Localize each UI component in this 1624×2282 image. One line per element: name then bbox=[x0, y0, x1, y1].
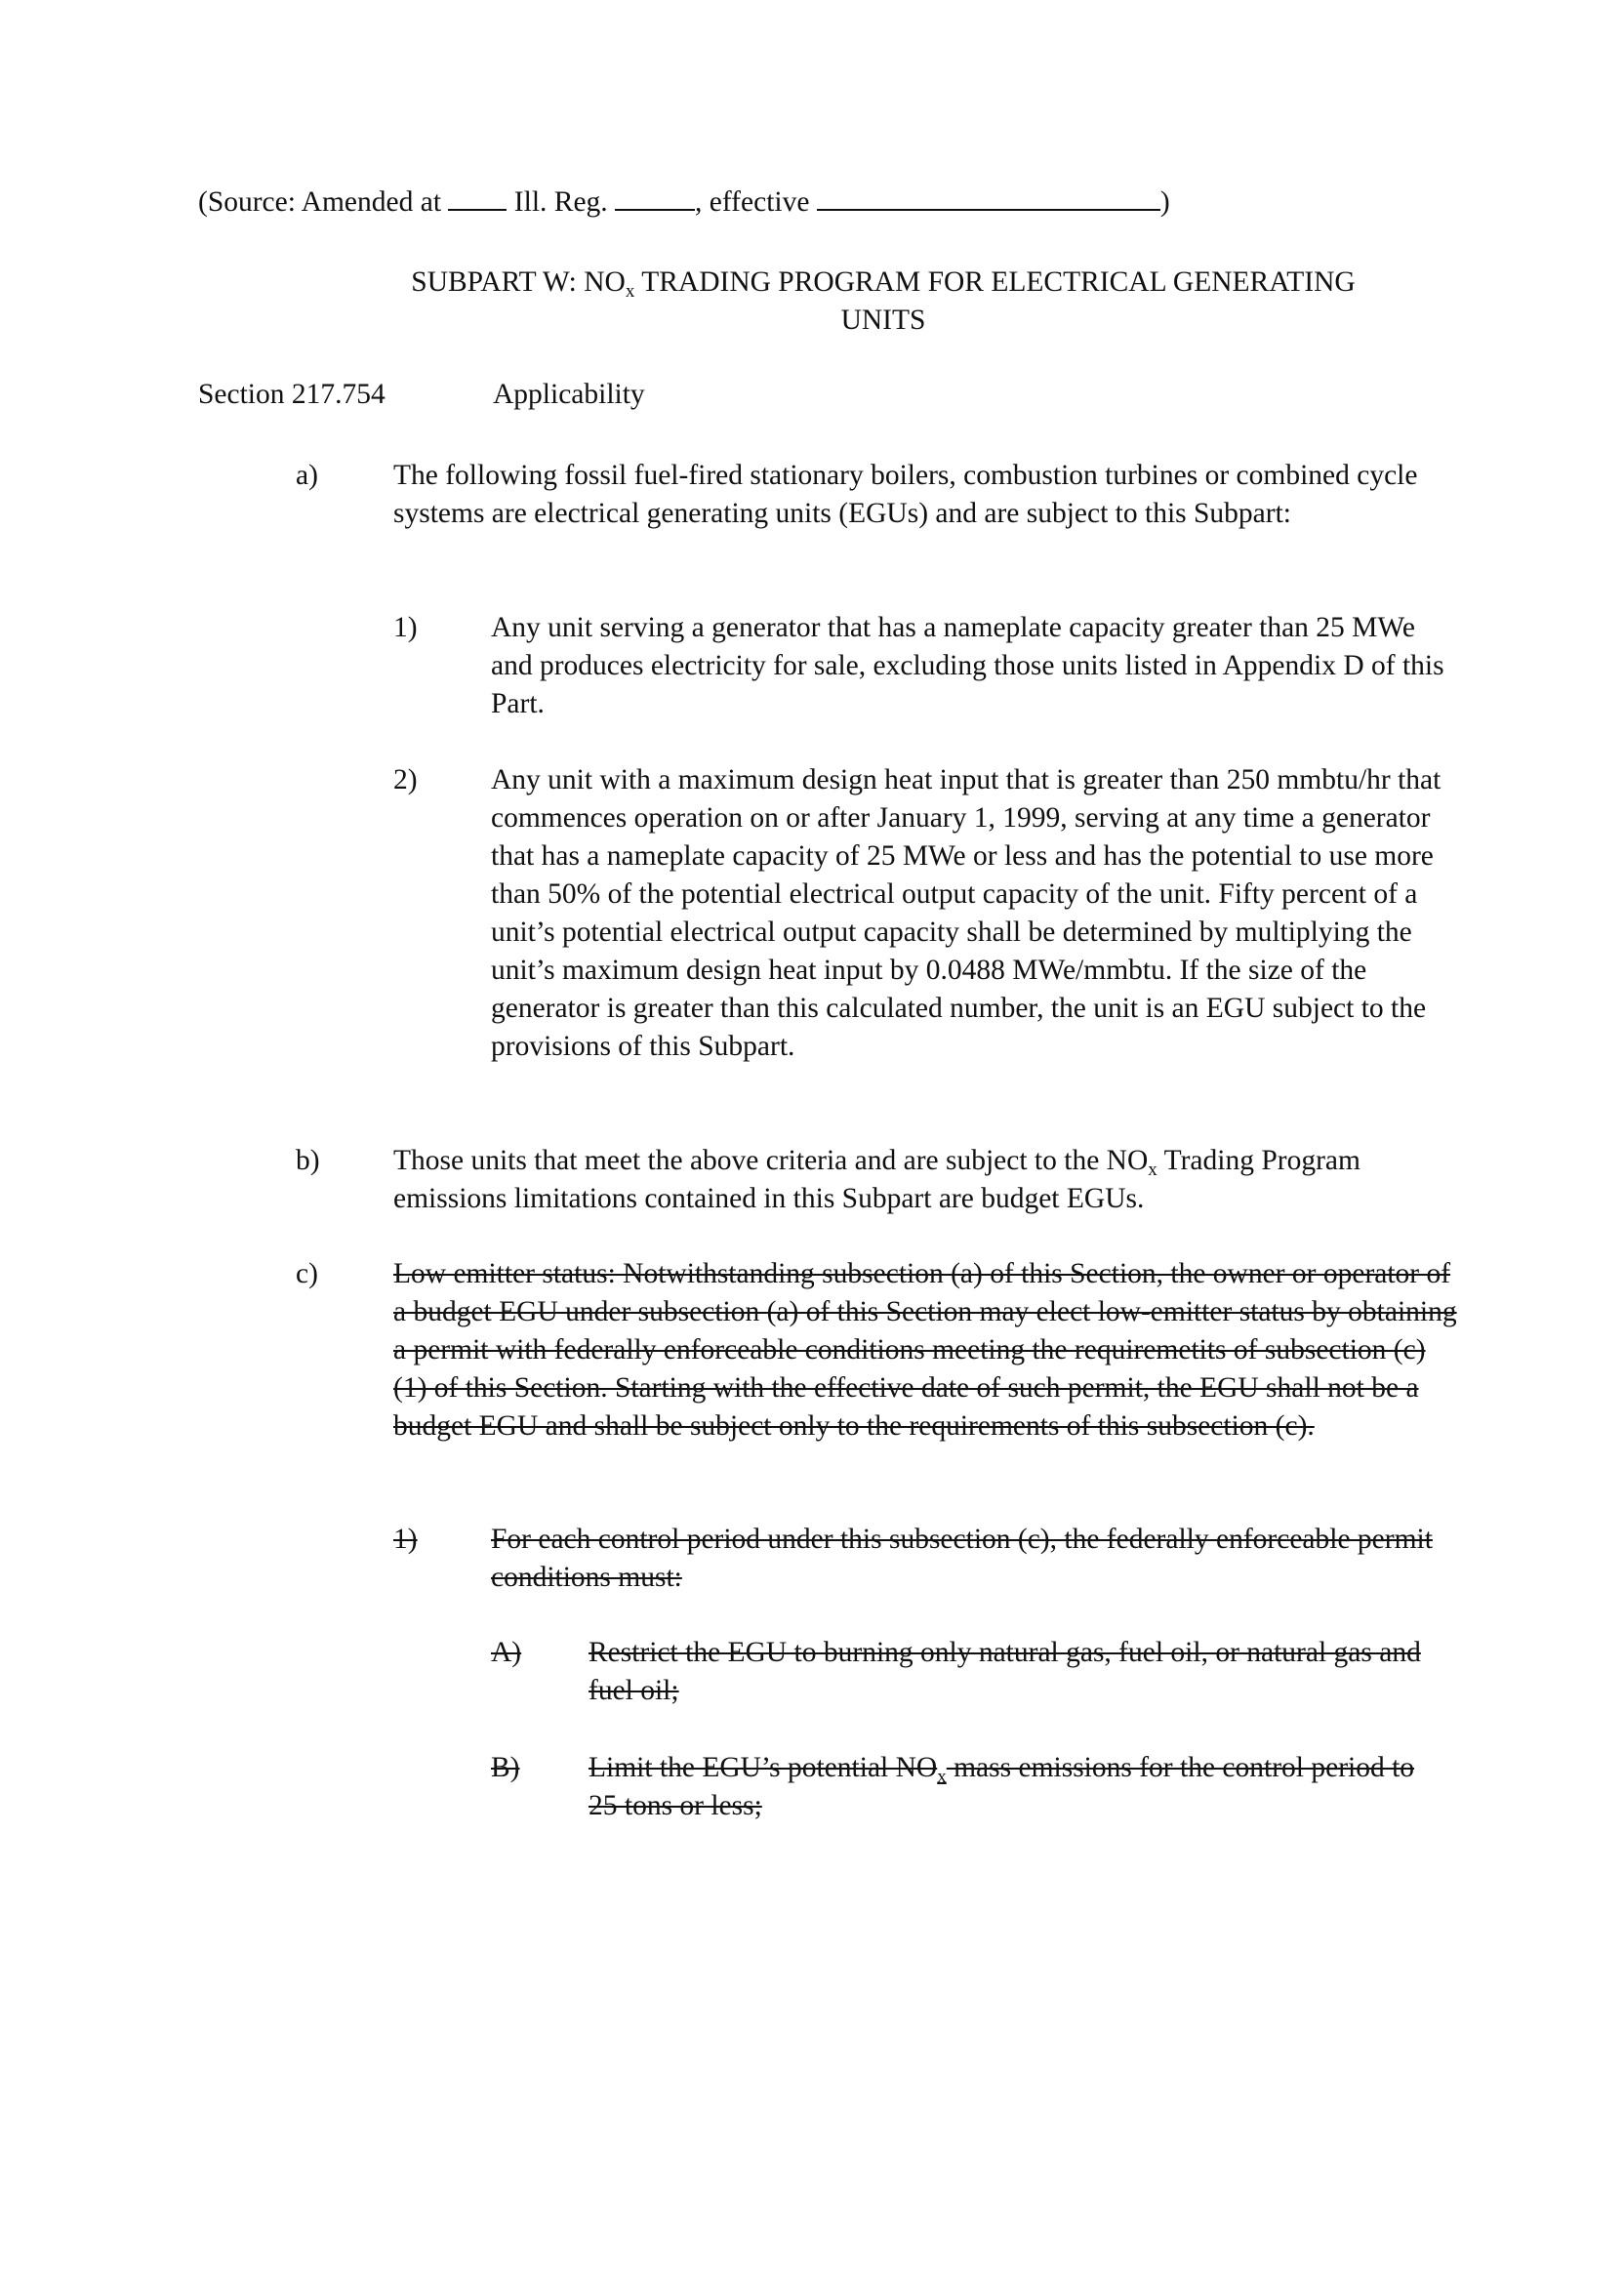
para-b-text bbox=[393, 1142, 1447, 1218]
para-c-label: c) bbox=[296, 1258, 318, 1289]
para-a2-text: Any unit with a maximum design heat input that is greater than 250 mmbtu/hr that commences operation on or after January 1, 1999, serving at any time a generator that has a nameplate capacity of 25 MWe or less and has the potential to use more than 50% of the potential electrical output capacity of the unit. Fifty percent of a unit’s potential electrical output capacity shall be determined by multiplying the unit’s maximum design heat input by 0.0488 MWe/mmbtu. If the size of the generator is greater than this calculated number, the unit is an EGU subject to the provisions of this Subpart. bbox=[491, 764, 1441, 1062]
para-cB-text-before: Limit the EGU’s potential NO bbox=[589, 1752, 938, 1783]
para-a-label: a) bbox=[296, 460, 318, 491]
para-c1-text: For each control period under this subsection (c), the federally enforceable permit conditions must: bbox=[491, 1524, 1433, 1593]
para-cA-label: A) bbox=[491, 1637, 522, 1668]
para-b-text-after: Trading Program emissions limitations contained in this Subpart are budget EGUs. bbox=[393, 1145, 1360, 1214]
para-a1-text: Any unit serving a generator that has a nameplate capacity greater than 25 MWe and produces electricity for sale, excluding those units listed in Appendix D of this Part. bbox=[491, 612, 1444, 719]
para-b-text-before: Those units that meet the above criteria and are subject to the NO bbox=[393, 1145, 1149, 1176]
subpart-heading-sub: x bbox=[625, 281, 635, 302]
para-a1-label: 1) bbox=[393, 612, 418, 643]
source-effective: , effective bbox=[695, 186, 810, 218]
para-a-text: The following fossil fuel-fired stationary boilers, combustion turbines or combined cycle systems are electrical generating units (EGUs) and are subject to this Subpart: bbox=[393, 460, 1418, 529]
source-note bbox=[198, 183, 1170, 222]
subpart-heading-part1: SUBPART W: NO bbox=[411, 266, 626, 298]
subpart-heading-line1 bbox=[322, 264, 1444, 302]
blank-page bbox=[615, 187, 695, 211]
source-close: ) bbox=[1159, 186, 1170, 218]
section-title: Applicability bbox=[493, 379, 645, 410]
para-cB-text bbox=[589, 1749, 1438, 1825]
subpart-heading-line2: UNITS bbox=[840, 305, 926, 336]
para-c1-label: 1) bbox=[393, 1524, 418, 1555]
para-cB-label: B) bbox=[491, 1752, 520, 1783]
para-a2-label: 2) bbox=[393, 764, 418, 795]
para-c-text: Low emitter status: Notwithstanding subsection (a) of this Section, the owner or operator of a budget EGU under subsection (a) of this Section may elect low-emitter status by obtaining a permit with federally enforceable conditions meeting the requiremetits of subsection (c)(1) of this Section. Starting with the effective date of such permit, the EGU shall not be a budget EGU and shall be subject only to the requirements of this subsection (c). bbox=[393, 1258, 1457, 1442]
para-cA-text: Restrict the EGU to burning only natural gas, fuel oil, or natural gas and fuel oil; bbox=[589, 1637, 1421, 1706]
source-prefix: (Source: Amended at bbox=[198, 186, 442, 218]
blank-volume bbox=[448, 187, 507, 211]
blank-effective-date bbox=[817, 187, 1160, 211]
para-cB-text-after: mass emissions for the control period to 25 tons or less; bbox=[589, 1752, 1415, 1821]
para-b-label: b) bbox=[296, 1145, 320, 1176]
para-b-sub: x bbox=[1148, 1160, 1157, 1180]
section-number: Section 217.754 bbox=[198, 379, 386, 410]
subpart-heading-part2: TRADING PROGRAM FOR ELECTRICAL GENERATING bbox=[634, 266, 1356, 298]
para-cB-sub: x bbox=[937, 1767, 947, 1787]
subpart-heading bbox=[322, 264, 1444, 340]
source-ill-reg: Ill. Reg. bbox=[513, 186, 608, 218]
